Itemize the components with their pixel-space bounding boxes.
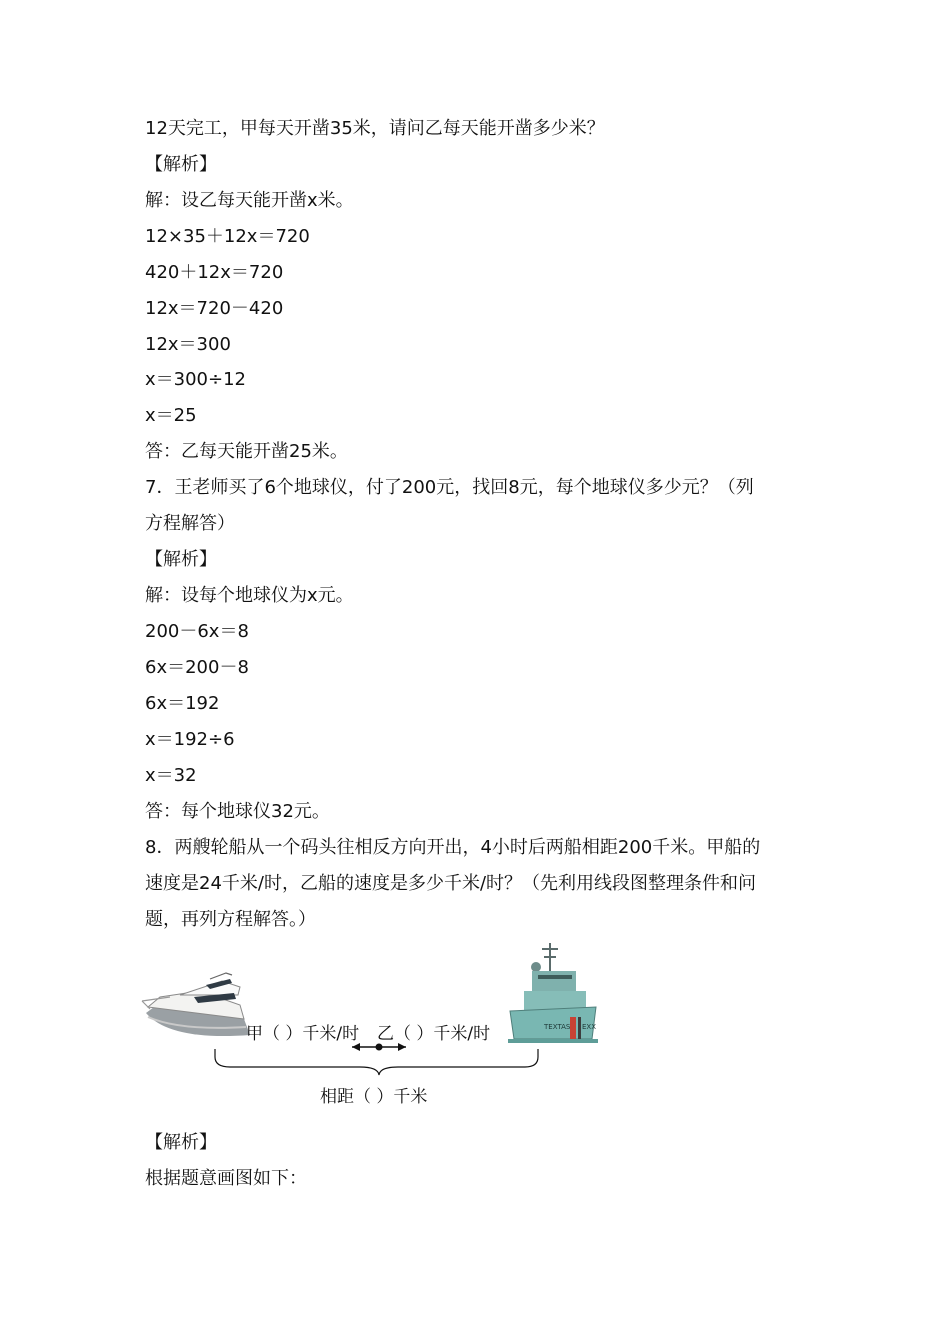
question-8-line: 8．两艘轮船从一个码头往相反方向开出，4小时后两船相距200千米。甲船的 [145,837,761,858]
equation-line: x＝192÷6 [145,729,235,750]
answer-line: 答：乙每天能开凿25米。 [145,441,348,462]
text-line: 解：设每个地球仪为x元。 [145,585,354,606]
section-heading: 【解析】 [145,549,217,570]
equation-line: 12x＝720－420 [145,298,284,319]
equation-line: x＝32 [145,765,197,786]
question-8-line: 题，再列方程解答。） [145,909,316,930]
answer-line: 答：每个地球仪32元。 [145,801,330,822]
question-7-line: 方程解答） [145,513,235,534]
question-8-line: 速度是24千米/时，乙船的速度是多少千米/时？（先利用线段图整理条件和问 [145,873,757,894]
equation-line: x＝25 [145,405,197,426]
ship-hull-text: EXX [582,1023,597,1031]
equation-line: x＝300÷12 [145,369,246,390]
yacht-icon [142,973,250,1036]
jia-speed-label: 甲（ ）千米/时 [246,1024,360,1044]
equation-line: 6x＝200－8 [145,657,249,678]
equation-line: 12×35＋12x＝720 [145,226,310,247]
text-line: 根据题意画图如下： [145,1168,307,1189]
text-line: 12天完工，甲每天开凿35米，请问乙每天能开凿多少米？ [145,118,605,139]
warship-icon [508,943,598,1043]
equation-line: 12x＝300 [145,334,231,355]
equation-line: 6x＝192 [145,693,220,714]
line-segment-diagram [140,935,620,1115]
text-line: 解：设乙每天能开凿x米。 [145,190,354,211]
distance-brace [215,1049,538,1075]
equation-line: 200－6x＝8 [145,621,249,642]
section-heading: 【解析】 [145,1132,217,1153]
distance-label: 相距（ ）千米 [320,1087,428,1107]
yi-speed-label: 乙（ ）千米/时 [377,1024,491,1044]
svg-text:TEXTAS: TEXTAS [544,1023,571,1031]
question-7-line: 7．王老师买了6个地球仪，付了200元，找回8元，每个地球仪多少元？（列 [145,477,754,498]
section-heading: 【解析】 [145,154,217,175]
equation-line: 420＋12x＝720 [145,262,284,283]
